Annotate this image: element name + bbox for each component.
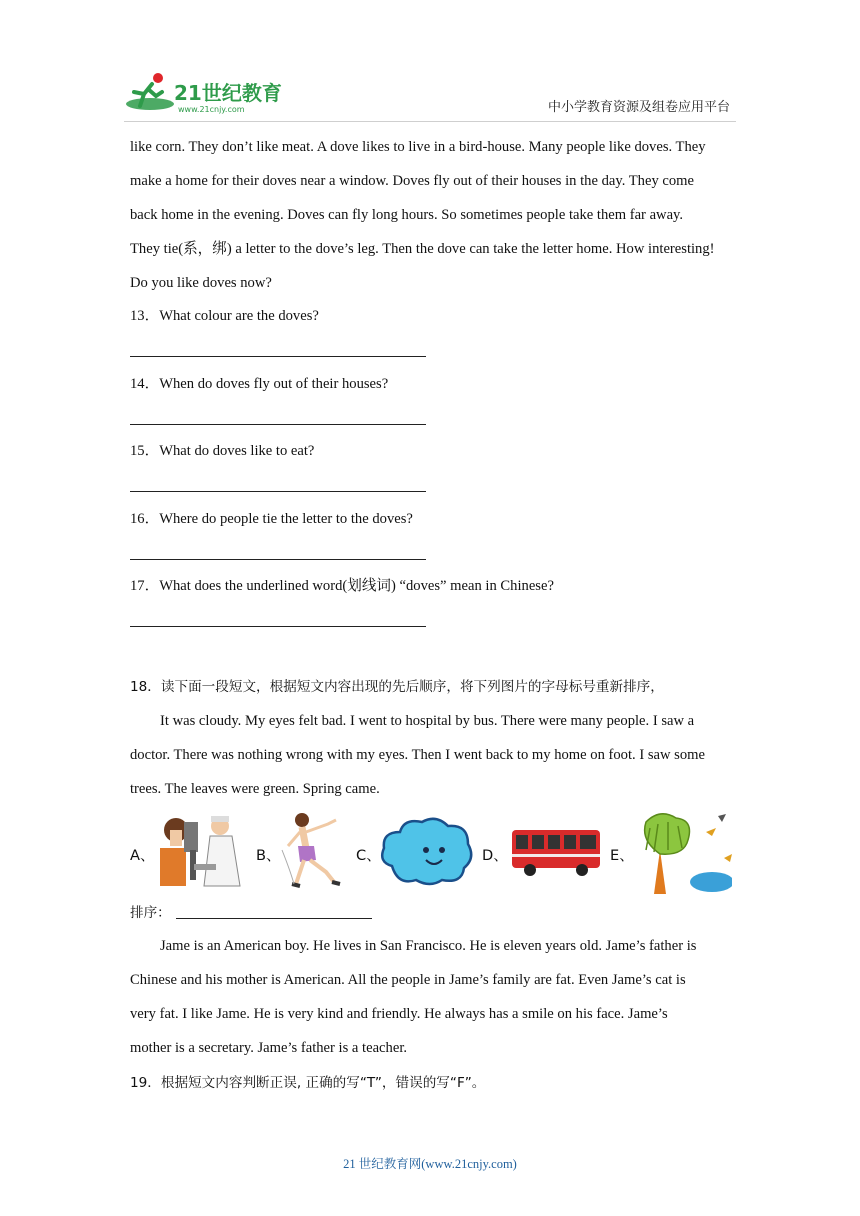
footer-site-link[interactable]: 21 世纪教育网(www.21cnjy.com)	[343, 1157, 517, 1171]
answer-line-15[interactable]	[130, 491, 426, 492]
question-text: Where do people tie the letter to the doves?	[159, 511, 413, 527]
question-number: 13．	[130, 308, 160, 324]
question-text: When do doves fly out of their houses?	[159, 376, 389, 392]
logo-url: www.21cnjy.com	[178, 105, 245, 114]
answer-line-13[interactable]	[130, 356, 426, 357]
question-17	[130, 576, 732, 596]
passage-line: Chinese and his mother is American. All the people in Jame’s family are fat. Even Jame’s cat is	[130, 972, 686, 988]
passage-line: back home in the evening. Doves can fly long hours. So sometimes people take them far away.	[130, 207, 684, 223]
passage-line: doctor. There was nothing wrong with my eyes. Then I went back to my home on foot. I saw some	[130, 747, 705, 763]
passage-line: like corn. They don’t like meat. A dove likes to live in a bird-house. Many people like doves. They	[130, 139, 706, 155]
order-answer-line[interactable]	[176, 918, 372, 919]
passage-line: mother is a secretary. Jame’s father is a teacher.	[130, 1040, 408, 1056]
option-d-label: D、	[482, 847, 508, 864]
option-c-label: C、	[356, 847, 381, 864]
question-18-heading: 18．读下面一段短文，根据短文内容出现的先后顺序，将下列图片的字母标号重新排序，	[130, 679, 664, 695]
question-15	[130, 441, 732, 461]
question-number: 16．	[130, 511, 160, 527]
option-e-label: E、	[610, 847, 634, 864]
passage-line: Jame is an American boy. He lives in San Francisco. He is eleven years old. Jame’s father is	[160, 938, 697, 954]
answer-line-14[interactable]	[130, 424, 426, 425]
option-b-label: B、	[256, 847, 281, 864]
question-text: What does the underlined word(划线词) “doves” mean in Chinese?	[159, 578, 554, 594]
question-number: 15．	[130, 443, 160, 459]
smiling-cloud-picture-icon	[378, 814, 476, 888]
header-platform-text: 中小学教育资源及组卷应用平台	[547, 100, 730, 115]
question-number: 17．	[130, 578, 160, 594]
option-a-label: A、	[130, 847, 155, 864]
site-logo	[122, 70, 292, 116]
runner-logo-icon	[122, 70, 292, 116]
header-divider	[124, 121, 736, 122]
logo-text: 21世纪教育	[174, 81, 282, 105]
passage-line: They tie(系，绑) a letter to the dove’s leg. Then the dove can take the letter home. How interesting!	[130, 241, 715, 257]
eye-doctor-picture-icon	[154, 812, 248, 888]
question-text: What colour are the doves?	[159, 308, 319, 324]
question-19-heading: 19．根据短文内容判断正误, 正确的写“T”，错误的写“F”。	[130, 1075, 486, 1091]
answer-line-17[interactable]	[130, 626, 426, 627]
picture-options-row	[130, 810, 732, 896]
passage-line: trees. The leaves were green. Spring came.	[130, 781, 380, 797]
red-bus-picture-icon	[510, 826, 602, 880]
passage-line: It was cloudy. My eyes felt bad. I went to hospital by bus. There were many people. I saw a	[160, 713, 695, 729]
question-16	[130, 509, 732, 529]
order-label: 排序：	[130, 905, 171, 921]
order-row	[130, 903, 732, 923]
passage-hospital	[130, 704, 732, 806]
passage-line: Do you like doves now?	[130, 275, 272, 291]
passage-jame	[130, 929, 732, 1065]
walking-girl-picture-icon	[280, 810, 350, 892]
passage-line: make a home for their doves near a window. Doves fly out of their houses in the day. They come	[130, 173, 694, 189]
passage-doves	[130, 130, 732, 300]
question-number: 14．	[130, 376, 160, 392]
spring-tree-picture-icon	[636, 810, 732, 894]
question-14	[130, 374, 732, 394]
passage-line: very fat. I like Jame. He is very kind and friendly. He always has a smile on his face. Jame’s	[130, 1006, 668, 1022]
question-text: What do doves like to eat?	[159, 443, 315, 459]
answer-line-16[interactable]	[130, 559, 426, 560]
question-13	[130, 306, 732, 326]
